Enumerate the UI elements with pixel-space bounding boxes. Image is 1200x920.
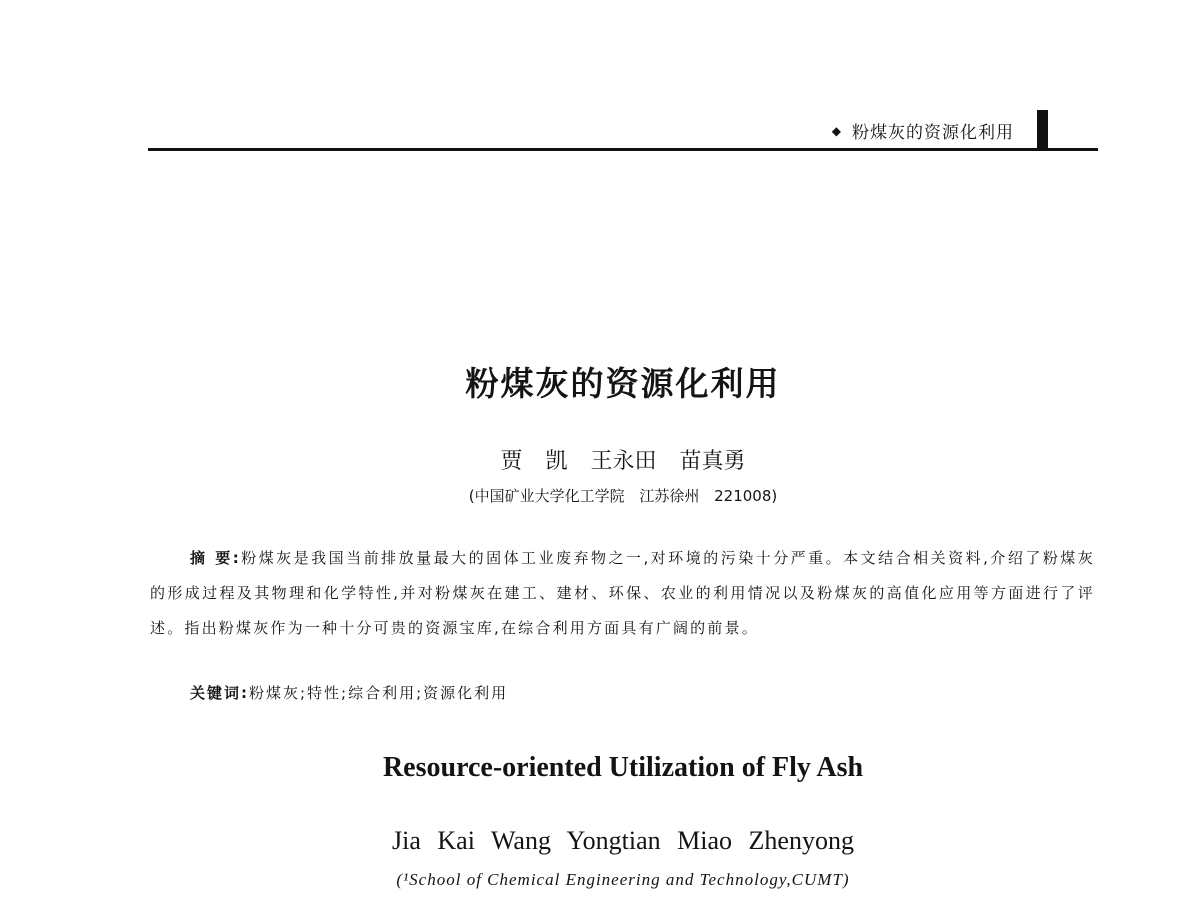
abstract-text: 粉煤灰是我国当前排放量最大的固体工业废弃物之一,对环境的污染十分严重。本文结合相关资料,介绍了粉煤灰的形成过程及其物理和化学特性,并对粉煤灰在建工、建材、环保、农业的利用情况以及粉煤灰的高值化应用等方面进行了评述。指出粉煤灰作为一种十分可贵的资源宝库,在综合利用方面具有广阔的前景。	[150, 549, 1095, 637]
header-rule	[148, 148, 1098, 151]
diamond-icon: ◆	[831, 123, 842, 138]
keywords-text: 粉煤灰;特性;综合利用;资源化利用	[249, 684, 509, 702]
abstract-label: 摘 要:	[190, 549, 241, 567]
running-head-text: 粉煤灰的资源化利用	[852, 123, 1014, 143]
chinese-authors: 贾 凯 王永田 苗真勇	[500, 449, 746, 474]
page-header	[0, 0, 1200, 160]
english-affiliation: (¹School of Chemical Engineering and Technology,CUMT)	[396, 870, 850, 889]
header-bar-mark	[1037, 110, 1048, 150]
english-authors: Jia Kai Wang Yongtian Miao Zhenyong	[392, 826, 854, 855]
chinese-affiliation: (中国矿业大学化工学院 江苏徐州 221008)	[468, 487, 778, 505]
keywords	[190, 682, 508, 703]
running-head	[832, 118, 1014, 143]
chinese-title: 粉煤灰的资源化利用	[465, 364, 781, 403]
keywords-label: 关键词:	[190, 684, 249, 702]
english-title: Resource-oriented Utilization of Fly Ash	[382, 752, 864, 783]
abstract	[150, 541, 1095, 646]
